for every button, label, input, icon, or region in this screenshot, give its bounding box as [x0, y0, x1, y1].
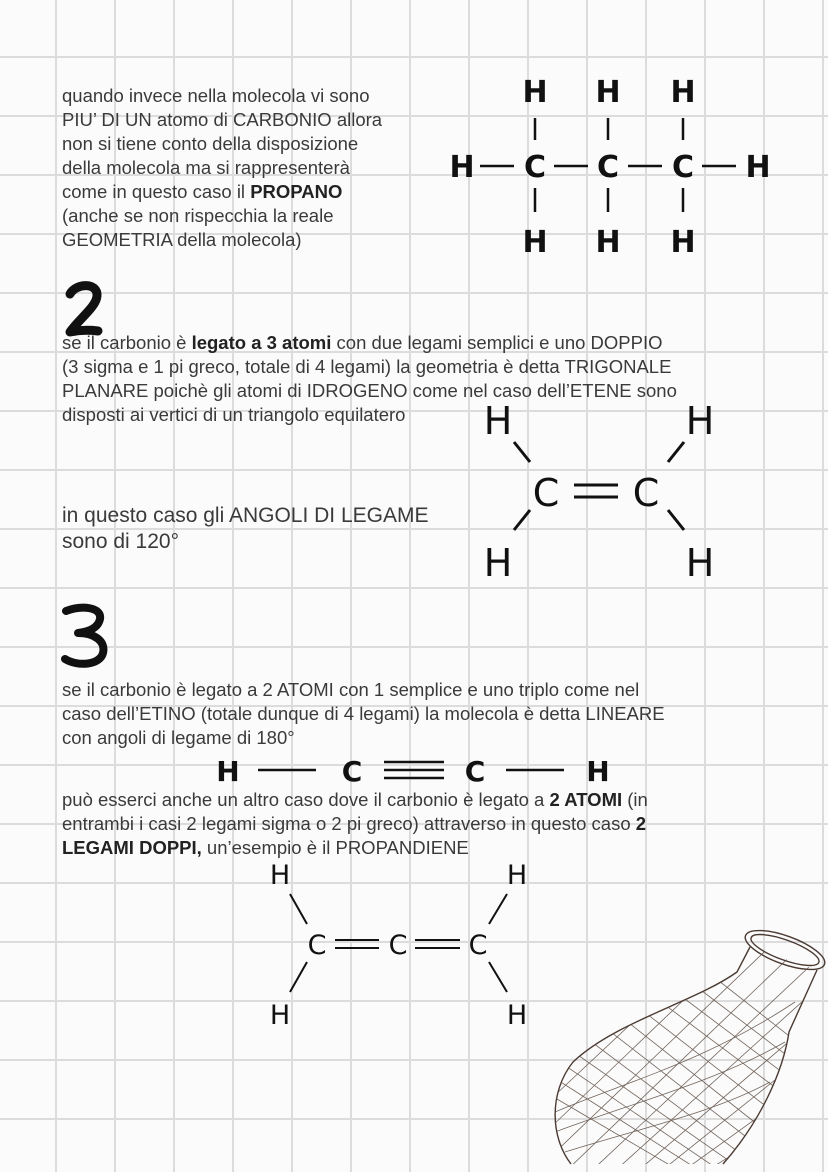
section-3-line-3: con angoli di legame di 180°: [62, 727, 295, 748]
propane-paragraph: [62, 84, 462, 252]
propane-line-1: quando invece nella molecola vi sono: [62, 85, 370, 106]
section-3-line-2: caso dell’ETINO (totale dunque di 4 legami) la molecola è detta LINEARE: [62, 703, 665, 724]
propane-h-top-2: H: [595, 75, 621, 110]
propane-line-7: GEOMETRIA della molecola): [62, 229, 302, 250]
section-2-line-3: PLANARE poichè gli atomi di IDROGENO come nel caso dell’ETENE sono: [62, 380, 677, 401]
section-2-line-1-post: con due legami semplici e uno DOPPIO: [331, 332, 663, 353]
section-3-paragraph: [62, 678, 782, 750]
propadiene-line-2-bold: 2: [635, 813, 647, 834]
ethene-structural-formula: [470, 398, 730, 585]
propane-line-2: PIU’ DI UN atomo di CARBONIO allora: [62, 109, 383, 130]
ethene-h-top-left: H: [483, 399, 513, 443]
propane-h-top-1: H: [522, 75, 548, 110]
section-2-line-1-pre: se il carbonio è: [62, 332, 192, 353]
propadiene-line-3: [62, 836, 782, 860]
propane-c-2: C: [596, 150, 620, 185]
propadiene-h-top-left: H: [269, 860, 291, 891]
propadiene-line-1-post: (in: [622, 789, 648, 810]
propane-line-5: [62, 180, 462, 204]
propane-h-right: H: [745, 150, 771, 185]
propadiene-line-2: [62, 812, 782, 836]
ethyne-bonds: [258, 762, 564, 778]
propadiene-structural-formula: [255, 858, 555, 1031]
propane-c-3: C: [671, 150, 695, 185]
ethyne-c-left: C: [341, 755, 363, 788]
propane-line-6: (anche se non rispecchia la reale: [62, 205, 334, 226]
ethene-c-left: C: [532, 471, 560, 515]
propane-line-3: non si tiene conto della disposizione: [62, 133, 359, 154]
propadiene-line-2-pre: entrambi i casi 2 legami sigma o 2 pi greco) attraverso in questo caso: [62, 813, 636, 834]
propane-line-5-text: come in questo caso il: [62, 181, 251, 202]
section-2-line-1: [62, 331, 782, 355]
propane-h-top-3: H: [670, 75, 696, 110]
propadiene-line-3-bold: LEGAMI DOPPI,: [62, 837, 202, 858]
section-3-number: [60, 603, 110, 669]
section-2-line-4: disposti ai vertici di un triangolo equilatero: [62, 404, 406, 425]
angle-note-line-2: sono di 120°: [62, 530, 179, 553]
propadiene-paragraph: [62, 788, 782, 860]
propadiene-line-3-post: un’esempio è il PROPANDIENE: [201, 837, 469, 858]
propane-c-1: C: [523, 150, 547, 185]
angle-note-line-1: in questo caso gli ANGOLI DI LEGAME: [62, 504, 429, 527]
propadiene-c-middle: C: [388, 930, 408, 961]
propane-name: PROPANO: [250, 181, 343, 202]
ethene-h-bottom-left: H: [483, 541, 513, 585]
ethyne-structural-formula: [210, 750, 630, 790]
angle-120-note: [62, 503, 429, 555]
propane-h-bottom-3: H: [670, 225, 696, 260]
propane-structural-formula: [440, 70, 780, 260]
propadiene-c-right: C: [468, 930, 488, 961]
propane-line-4: della molecola ma si rappresenterà: [62, 157, 350, 178]
propadiene-line-1-pre: può esserci anche un altro caso dove il carbonio è legato a: [62, 789, 550, 810]
ethene-h-bottom-right: H: [685, 541, 715, 585]
propadiene-h-bottom-left: H: [269, 1000, 291, 1031]
propadiene-h-bottom-right: H: [506, 1000, 528, 1031]
propadiene-line-1: [62, 788, 782, 812]
section-3-line-1: se il carbonio è legato a 2 ATOMI con 1 semplice e uno triplo come nel: [62, 679, 640, 700]
propane-h-left: H: [449, 150, 475, 185]
flask-sketch-illustration: [545, 912, 828, 1172]
ethyne-h-right: H: [586, 755, 610, 788]
section-2-line-1-bold: legato a 3 atomi: [191, 332, 332, 353]
ethyne-h-left: H: [216, 755, 240, 788]
section-2-line-2: (3 sigma e 1 pi greco, totale di 4 legami) la geometria è detta TRIGONALE: [62, 356, 672, 377]
propane-h-bottom-2: H: [595, 225, 621, 260]
ethene-c-right: C: [632, 471, 660, 515]
propadiene-c-left: C: [307, 930, 327, 961]
ethyne-c-right: C: [464, 755, 486, 788]
propane-h-bottom-1: H: [522, 225, 548, 260]
propadiene-h-top-right: H: [506, 860, 528, 891]
ethene-h-top-right: H: [685, 399, 715, 443]
propadiene-line-1-bold: 2 ATOMI: [549, 789, 623, 810]
